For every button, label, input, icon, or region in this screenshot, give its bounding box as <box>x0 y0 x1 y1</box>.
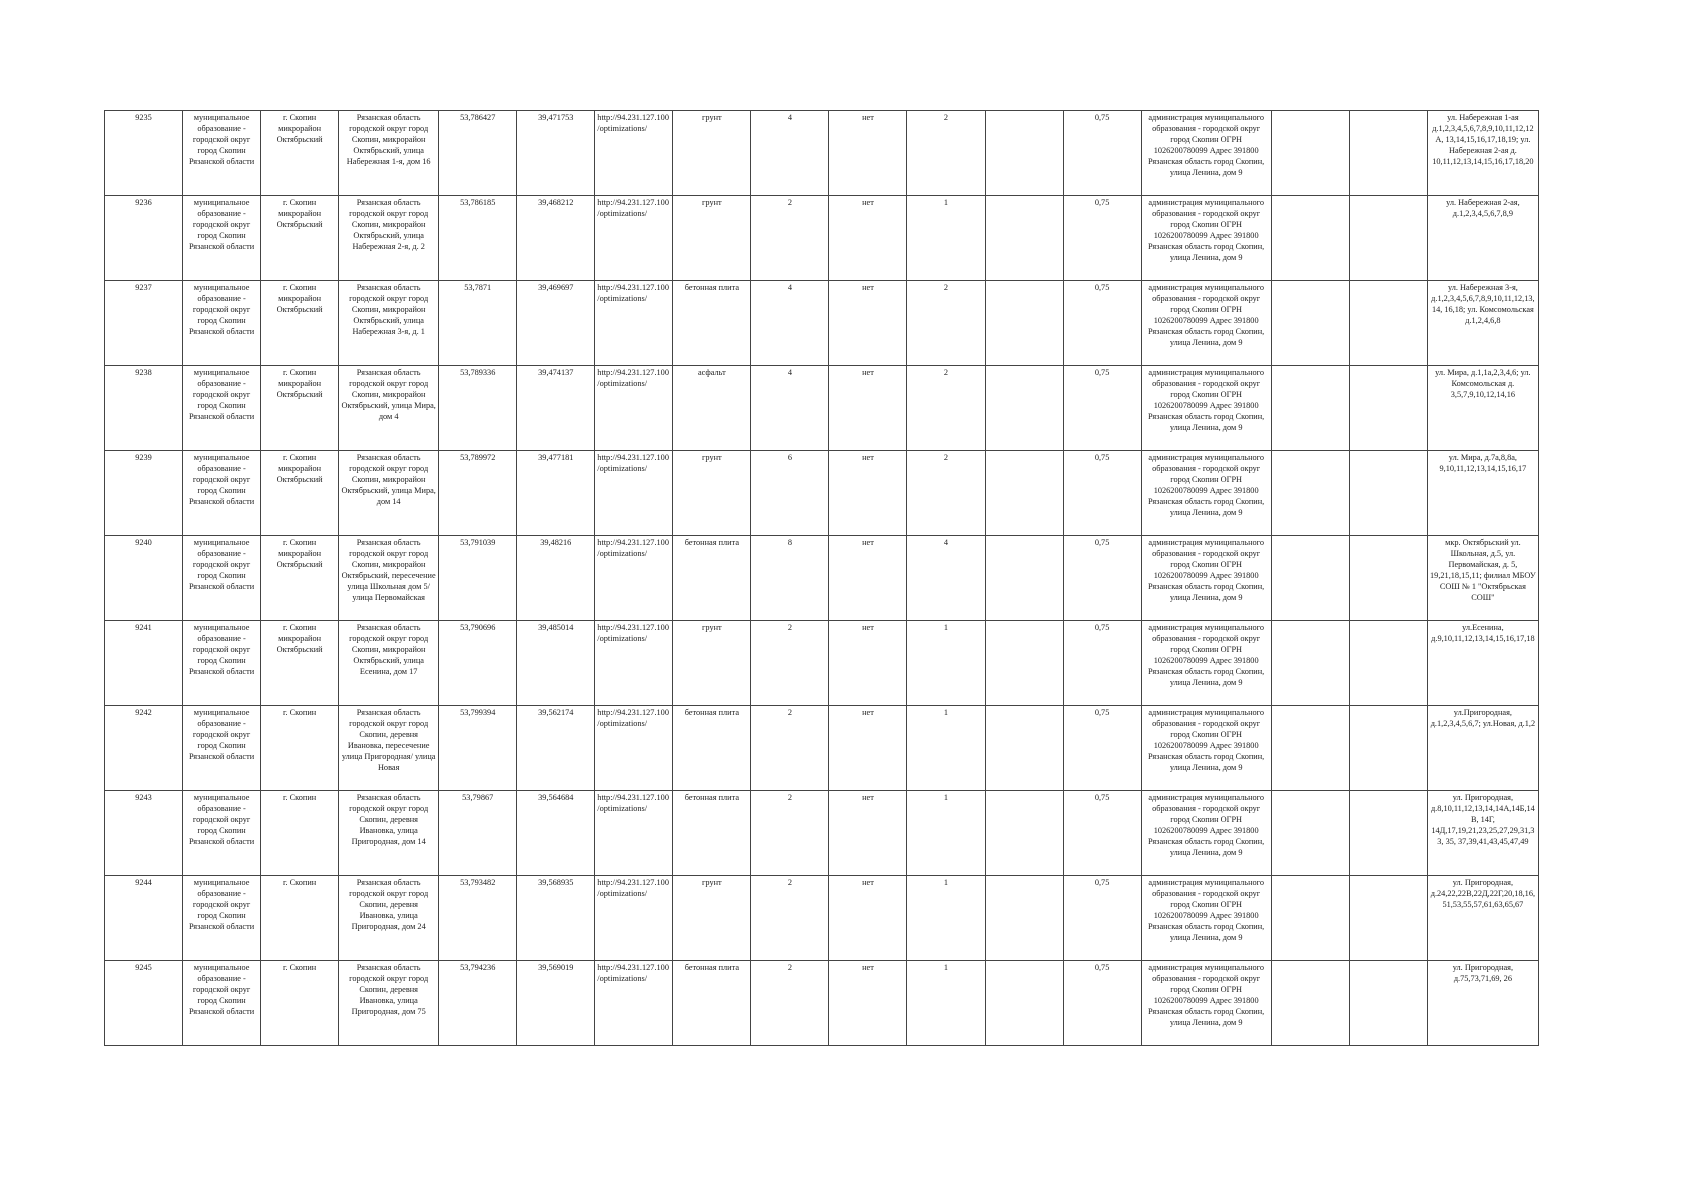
flag-cell: нет <box>829 111 907 196</box>
empty-cell <box>1271 366 1349 451</box>
latitude-cell: 53,7871 <box>439 281 517 366</box>
empty-cell <box>1349 706 1427 791</box>
owner-organization-cell: администрация муниципального образования - городской округ город Скопин ОГРН 1026200780099 Адрес 391800 Рязанская область город Скопин, улица Ленина, дом 9 <box>1141 621 1271 706</box>
containers-count-cell: 2 <box>907 451 985 536</box>
empty-cell <box>1271 111 1349 196</box>
flag-cell: нет <box>829 621 907 706</box>
surface-type-cell: грунт <box>673 196 751 281</box>
planned-containers-cell: 6 <box>751 451 829 536</box>
empty-cell <box>1271 706 1349 791</box>
container-volume-cell: 0,75 <box>1063 451 1141 536</box>
latitude-cell: 53,786427 <box>439 111 517 196</box>
site-number-cell: 9240 <box>105 536 183 621</box>
surface-type-cell: бетонная плита <box>673 961 751 1046</box>
locality-cell: г. Скопин <box>261 876 339 961</box>
flag-cell: нет <box>829 196 907 281</box>
address-cell: Рязанская область городской округ город Скопин, деревня Ивановка, улица Пригородная, дом 75 <box>339 961 439 1046</box>
empty-cell <box>1349 196 1427 281</box>
containers-count-cell: 1 <box>907 621 985 706</box>
municipality-cell: муниципальное образование - городской округ город Скопин Рязанской области <box>183 621 261 706</box>
site-number-cell: 9245 <box>105 961 183 1046</box>
table-row <box>105 281 1539 366</box>
flag-cell: нет <box>829 281 907 366</box>
waste-sources-cell: ул. Пригородная, д.24,22,22В,22Д,22Г,20,18,16,51,53,55,57,61,63,65,67 <box>1427 876 1538 961</box>
empty-cell <box>1271 876 1349 961</box>
empty-cell <box>1349 281 1427 366</box>
map-link-cell[interactable]: http://94.231.127.100/optimizations/ <box>595 111 673 196</box>
flag-cell: нет <box>829 961 907 1046</box>
map-link-cell[interactable]: http://94.231.127.100/optimizations/ <box>595 961 673 1046</box>
map-link-cell[interactable]: http://94.231.127.100/optimizations/ <box>595 281 673 366</box>
latitude-cell: 53,799394 <box>439 706 517 791</box>
municipality-cell: муниципальное образование - городской округ город Скопин Рязанской области <box>183 196 261 281</box>
surface-type-cell: бетонная плита <box>673 791 751 876</box>
longitude-cell: 39,564684 <box>517 791 595 876</box>
empty-cell <box>985 451 1063 536</box>
empty-cell <box>1271 281 1349 366</box>
site-number-cell: 9241 <box>105 621 183 706</box>
map-link-cell[interactable]: http://94.231.127.100/optimizations/ <box>595 706 673 791</box>
empty-cell <box>985 961 1063 1046</box>
flag-cell: нет <box>829 791 907 876</box>
owner-organization-cell: администрация муниципального образования - городской округ город Скопин ОГРН 1026200780099 Адрес 391800 Рязанская область город Скопин, улица Ленина, дом 9 <box>1141 111 1271 196</box>
table-row <box>105 706 1539 791</box>
site-number-cell: 9238 <box>105 366 183 451</box>
waste-sources-cell: ул. Мира, д.7а,8,8а, 9,10,11,12,13,14,15,16,17 <box>1427 451 1538 536</box>
empty-cell <box>985 111 1063 196</box>
empty-cell <box>1349 536 1427 621</box>
table-row <box>105 961 1539 1046</box>
empty-cell <box>1349 876 1427 961</box>
municipality-cell: муниципальное образование - городской округ город Скопин Рязанской области <box>183 876 261 961</box>
planned-containers-cell: 4 <box>751 366 829 451</box>
empty-cell <box>985 791 1063 876</box>
address-cell: Рязанская область городской округ город Скопин, микрорайон Октябрьский, пересечение улица Школьная дом 5/ улица Первомайская <box>339 536 439 621</box>
longitude-cell: 39,474137 <box>517 366 595 451</box>
longitude-cell: 39,485014 <box>517 621 595 706</box>
planned-containers-cell: 4 <box>751 111 829 196</box>
locality-cell: г. Скопин микрорайон Октябрьский <box>261 196 339 281</box>
latitude-cell: 53,794236 <box>439 961 517 1046</box>
containers-count-cell: 1 <box>907 196 985 281</box>
empty-cell <box>1271 961 1349 1046</box>
locality-cell: г. Скопин микрорайон Октябрьский <box>261 366 339 451</box>
waste-sources-cell: ул. Набережная 2-ая, д.1,2,3,4,5,6,7,8,9 <box>1427 196 1538 281</box>
municipality-cell: муниципальное образование - городской округ город Скопин Рязанской области <box>183 791 261 876</box>
waste-sources-cell: ул. Мира, д.1,1а,2,3,4,6; ул. Комсомольская д. 3,5,7,9,10,12,14,16 <box>1427 366 1538 451</box>
address-cell: Рязанская область городской округ город Скопин, микрорайон Октябрьский, улица Набережная 3-я, д. 1 <box>339 281 439 366</box>
containers-count-cell: 2 <box>907 366 985 451</box>
locality-cell: г. Скопин микрорайон Октябрьский <box>261 451 339 536</box>
latitude-cell: 53,791039 <box>439 536 517 621</box>
map-link-cell[interactable]: http://94.231.127.100/optimizations/ <box>595 876 673 961</box>
latitude-cell: 53,789972 <box>439 451 517 536</box>
table-row <box>105 876 1539 961</box>
table-body <box>105 111 1539 1046</box>
latitude-cell: 53,789336 <box>439 366 517 451</box>
container-volume-cell: 0,75 <box>1063 621 1141 706</box>
flag-cell: нет <box>829 876 907 961</box>
container-volume-cell: 0,75 <box>1063 366 1141 451</box>
container-volume-cell: 0,75 <box>1063 196 1141 281</box>
empty-cell <box>1349 791 1427 876</box>
containers-count-cell: 4 <box>907 536 985 621</box>
waste-sources-cell: ул. Набережная 1-ая д.1,2,3,4,5,6,7,8,9,10,11,12,12А, 13,14,15,16,17,18,19; ул. Набережная 2-ая д. 10,11,12,13,14,15,16,17,18,20 <box>1427 111 1538 196</box>
planned-containers-cell: 8 <box>751 536 829 621</box>
locality-cell: г. Скопин микрорайон Октябрьский <box>261 536 339 621</box>
container-volume-cell: 0,75 <box>1063 281 1141 366</box>
flag-cell: нет <box>829 366 907 451</box>
empty-cell <box>985 706 1063 791</box>
address-cell: Рязанская область городской округ город Скопин, деревня Ивановка, улица Пригородная, дом 14 <box>339 791 439 876</box>
containers-count-cell: 1 <box>907 791 985 876</box>
table-row <box>105 536 1539 621</box>
longitude-cell: 39,471753 <box>517 111 595 196</box>
surface-type-cell: грунт <box>673 451 751 536</box>
locality-cell: г. Скопин <box>261 791 339 876</box>
planned-containers-cell: 2 <box>751 621 829 706</box>
longitude-cell: 39,477181 <box>517 451 595 536</box>
locality-cell: г. Скопин микрорайон Октябрьский <box>261 281 339 366</box>
container-volume-cell: 0,75 <box>1063 706 1141 791</box>
surface-type-cell: бетонная плита <box>673 706 751 791</box>
empty-cell <box>1349 111 1427 196</box>
site-number-cell: 9237 <box>105 281 183 366</box>
municipality-cell: муниципальное образование - городской округ город Скопин Рязанской области <box>183 536 261 621</box>
latitude-cell: 53,790696 <box>439 621 517 706</box>
planned-containers-cell: 4 <box>751 281 829 366</box>
site-number-cell: 9243 <box>105 791 183 876</box>
latitude-cell: 53,793482 <box>439 876 517 961</box>
empty-cell <box>1349 366 1427 451</box>
containers-count-cell: 1 <box>907 706 985 791</box>
site-number-cell: 9236 <box>105 196 183 281</box>
empty-cell <box>1271 451 1349 536</box>
map-link-cell[interactable]: http://94.231.127.100/optimizations/ <box>595 621 673 706</box>
flag-cell: нет <box>829 536 907 621</box>
longitude-cell: 39,48216 <box>517 536 595 621</box>
containers-count-cell: 1 <box>907 961 985 1046</box>
site-number-cell: 9244 <box>105 876 183 961</box>
empty-cell <box>985 366 1063 451</box>
containers-count-cell: 1 <box>907 876 985 961</box>
owner-organization-cell: администрация муниципального образования - городской округ город Скопин ОГРН 1026200780099 Адрес 391800 Рязанская область город Скопин, улица Ленина, дом 9 <box>1141 706 1271 791</box>
empty-cell <box>1271 536 1349 621</box>
longitude-cell: 39,562174 <box>517 706 595 791</box>
empty-cell <box>1349 451 1427 536</box>
longitude-cell: 39,468212 <box>517 196 595 281</box>
site-number-cell: 9239 <box>105 451 183 536</box>
table-row <box>105 366 1539 451</box>
surface-type-cell: грунт <box>673 621 751 706</box>
container-volume-cell: 0,75 <box>1063 536 1141 621</box>
empty-cell <box>1271 791 1349 876</box>
locality-cell: г. Скопин микрорайон Октябрьский <box>261 111 339 196</box>
map-link-cell[interactable]: http://94.231.127.100/optimizations/ <box>595 196 673 281</box>
site-number-cell: 9242 <box>105 706 183 791</box>
municipality-cell: муниципальное образование - городской округ город Скопин Рязанской области <box>183 366 261 451</box>
planned-containers-cell: 2 <box>751 961 829 1046</box>
containers-count-cell: 2 <box>907 111 985 196</box>
surface-type-cell: бетонная плита <box>673 536 751 621</box>
empty-cell <box>985 621 1063 706</box>
waste-sources-cell: ул. Пригородная, д.8,10,11,12,13,14,14А,14Б,14В, 14Г, 14Д,17,19,21,23,25,27,29,31,33, 35, 37,39,41,43,45,47,49 <box>1427 791 1538 876</box>
waste-sources-cell: ул. Пригородная, д.75,73,71,69, 26 <box>1427 961 1538 1046</box>
containers-count-cell: 2 <box>907 281 985 366</box>
municipality-cell: муниципальное образование - городской округ город Скопин Рязанской области <box>183 451 261 536</box>
address-cell: Рязанская область городской округ город Скопин, микрорайон Октябрьский, улица Есенина, дом 17 <box>339 621 439 706</box>
container-volume-cell: 0,75 <box>1063 876 1141 961</box>
container-sites-table <box>104 110 1539 1046</box>
owner-organization-cell: администрация муниципального образования - городской округ город Скопин ОГРН 1026200780099 Адрес 391800 Рязанская область город Скопин, улица Ленина, дом 9 <box>1141 366 1271 451</box>
surface-type-cell: грунт <box>673 111 751 196</box>
address-cell: Рязанская область городской округ город Скопин, микрорайон Октябрьский, улица Набережная 2-я, д. 2 <box>339 196 439 281</box>
municipality-cell: муниципальное образование - городской округ город Скопин Рязанской области <box>183 281 261 366</box>
owner-organization-cell: администрация муниципального образования - городской округ город Скопин ОГРН 1026200780099 Адрес 391800 Рязанская область город Скопин, улица Ленина, дом 9 <box>1141 536 1271 621</box>
surface-type-cell: бетонная плита <box>673 281 751 366</box>
planned-containers-cell: 2 <box>751 196 829 281</box>
flag-cell: нет <box>829 706 907 791</box>
address-cell: Рязанская область городской округ город Скопин, микрорайон Октябрьский, улица Мира, дом 4 <box>339 366 439 451</box>
empty-cell <box>1349 621 1427 706</box>
owner-organization-cell: администрация муниципального образования - городской округ город Скопин ОГРН 1026200780099 Адрес 391800 Рязанская область город Скопин, улица Ленина, дом 9 <box>1141 961 1271 1046</box>
empty-cell <box>1271 621 1349 706</box>
map-link-cell[interactable]: http://94.231.127.100/optimizations/ <box>595 451 673 536</box>
longitude-cell: 39,469697 <box>517 281 595 366</box>
table-row <box>105 111 1539 196</box>
waste-sources-cell: ул.Есенина, д.9,10,11,12,13,14,15,16,17,18 <box>1427 621 1538 706</box>
container-volume-cell: 0,75 <box>1063 961 1141 1046</box>
waste-sources-cell: мкр. Октябрьский ул. Школьная, д.5, ул. Первомайская, д. 5, 19,21,18,15,11; филиал МБОУ СОШ № 1 "Октябрьская СОШ" <box>1427 536 1538 621</box>
latitude-cell: 53,786185 <box>439 196 517 281</box>
municipality-cell: муниципальное образование - городской округ город Скопин Рязанской области <box>183 706 261 791</box>
longitude-cell: 39,568935 <box>517 876 595 961</box>
longitude-cell: 39,569019 <box>517 961 595 1046</box>
municipality-cell: муниципальное образование - городской округ город Скопин Рязанской области <box>183 961 261 1046</box>
planned-containers-cell: 2 <box>751 791 829 876</box>
empty-cell <box>1349 961 1427 1046</box>
waste-sources-cell: ул. Набережная 3-я, д.1,2,3,4,5,6,7,8,9,10,11,12,13,14, 16,18; ул. Комсомольская д.1,2,4,6,8 <box>1427 281 1538 366</box>
municipality-cell: муниципальное образование - городской округ город Скопин Рязанской области <box>183 111 261 196</box>
locality-cell: г. Скопин <box>261 961 339 1046</box>
container-volume-cell: 0,75 <box>1063 791 1141 876</box>
owner-organization-cell: администрация муниципального образования - городской округ город Скопин ОГРН 1026200780099 Адрес 391800 Рязанская область город Скопин, улица Ленина, дом 9 <box>1141 451 1271 536</box>
map-link-cell[interactable]: http://94.231.127.100/optimizations/ <box>595 791 673 876</box>
address-cell: Рязанская область городской округ город Скопин, деревня Ивановка, улица Пригородная, дом 24 <box>339 876 439 961</box>
empty-cell <box>985 536 1063 621</box>
table-row <box>105 621 1539 706</box>
table-row <box>105 791 1539 876</box>
container-volume-cell: 0,75 <box>1063 111 1141 196</box>
owner-organization-cell: администрация муниципального образования - городской округ город Скопин ОГРН 1026200780099 Адрес 391800 Рязанская область город Скопин, улица Ленина, дом 9 <box>1141 196 1271 281</box>
registry-sheet <box>104 110 1539 1046</box>
empty-cell <box>985 876 1063 961</box>
locality-cell: г. Скопин <box>261 706 339 791</box>
locality-cell: г. Скопин микрорайон Октябрьский <box>261 621 339 706</box>
planned-containers-cell: 2 <box>751 876 829 961</box>
site-number-cell: 9235 <box>105 111 183 196</box>
address-cell: Рязанская область городской округ город Скопин, микрорайон Октябрьский, улица Набережная 1-я, дом 16 <box>339 111 439 196</box>
empty-cell <box>985 196 1063 281</box>
empty-cell <box>985 281 1063 366</box>
surface-type-cell: грунт <box>673 876 751 961</box>
empty-cell <box>1271 196 1349 281</box>
map-link-cell[interactable]: http://94.231.127.100/optimizations/ <box>595 536 673 621</box>
address-cell: Рязанская область городской округ город Скопин, деревня Ивановка, пересечение улица Пригородная/ улица Новая <box>339 706 439 791</box>
surface-type-cell: асфальт <box>673 366 751 451</box>
waste-sources-cell: ул.Пригородная, д.1,2,3,4,5,6,7; ул.Новая, д.1,2 <box>1427 706 1538 791</box>
table-row <box>105 451 1539 536</box>
owner-organization-cell: администрация муниципального образования - городской округ город Скопин ОГРН 1026200780099 Адрес 391800 Рязанская область город Скопин, улица Ленина, дом 9 <box>1141 791 1271 876</box>
address-cell: Рязанская область городской округ город Скопин, микрорайон Октябрьский, улица Мира, дом 14 <box>339 451 439 536</box>
owner-organization-cell: администрация муниципального образования - городской округ город Скопин ОГРН 1026200780099 Адрес 391800 Рязанская область город Скопин, улица Ленина, дом 9 <box>1141 876 1271 961</box>
flag-cell: нет <box>829 451 907 536</box>
table-row <box>105 196 1539 281</box>
map-link-cell[interactable]: http://94.231.127.100/optimizations/ <box>595 366 673 451</box>
planned-containers-cell: 2 <box>751 706 829 791</box>
latitude-cell: 53,79867 <box>439 791 517 876</box>
owner-organization-cell: администрация муниципального образования - городской округ город Скопин ОГРН 1026200780099 Адрес 391800 Рязанская область город Скопин, улица Ленина, дом 9 <box>1141 281 1271 366</box>
